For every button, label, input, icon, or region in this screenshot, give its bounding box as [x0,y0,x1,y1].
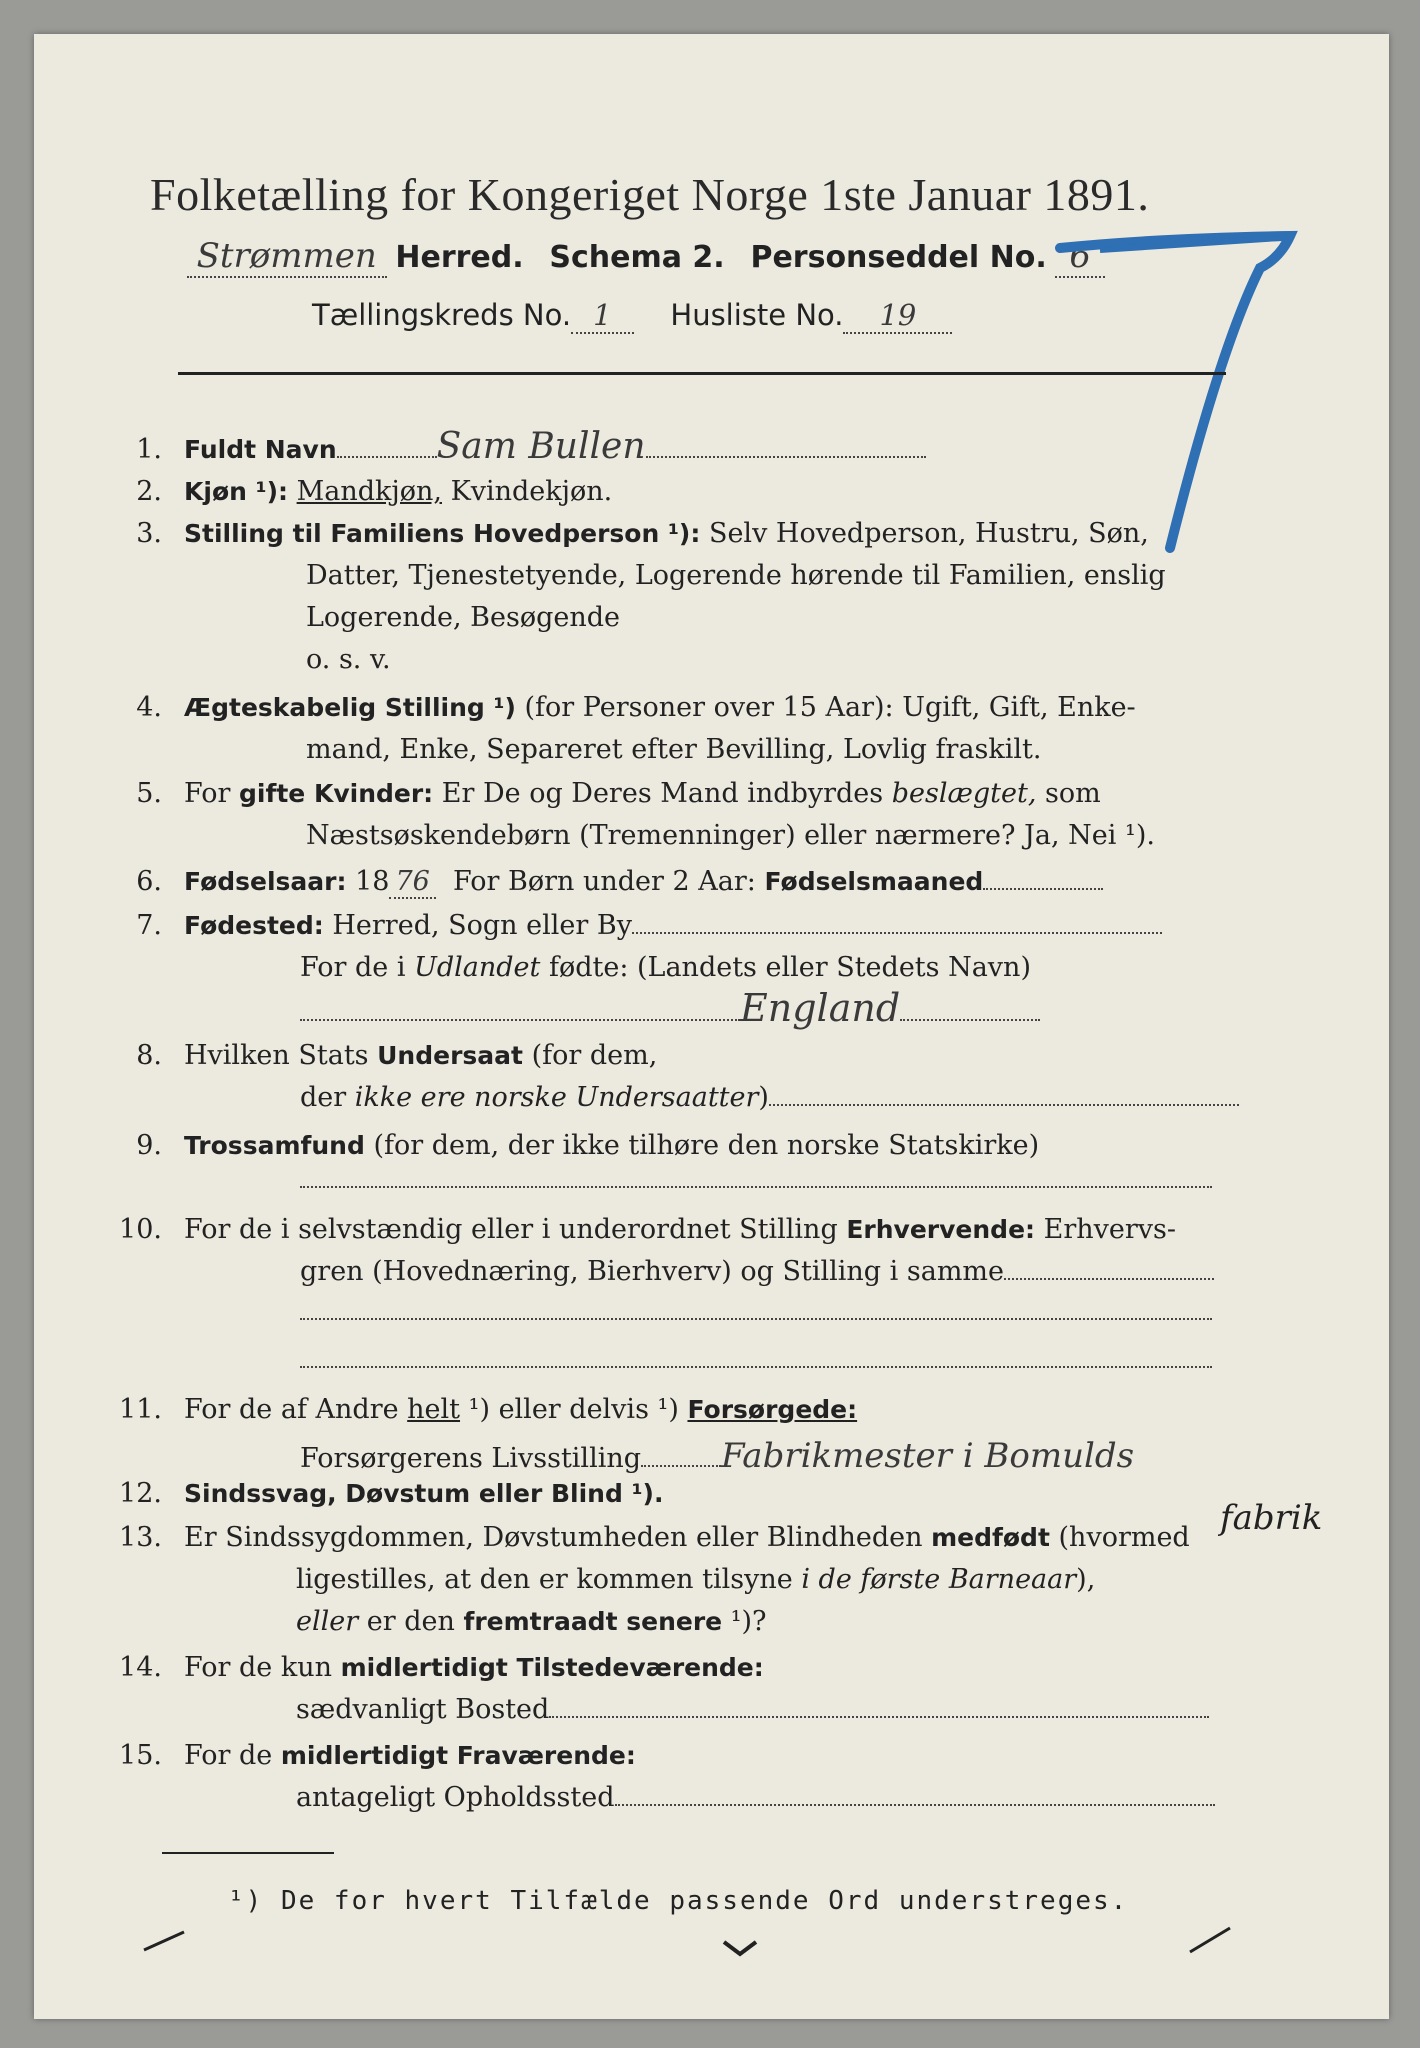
header-kreds-line [312,298,952,332]
item-4-cont-1: mand, Enke, Separeret efter Bevilling, Lovlig fraskilt. [306,734,1042,765]
center-mark [720,1936,760,1960]
item-9-blank [300,1164,1212,1195]
corner-mark-left [140,1926,190,1956]
item-15: 15. For de midlertidigt Fraværende: [119,1740,636,1771]
provider-occupation-value: Fabrikmester i Bomulds [721,1436,1135,1476]
footnote: ¹) De for hvert Tilfælde passende Ord understreges. [228,1886,1129,1916]
item-2: 2. Kjøn ¹): Mandkjøn, Kvindekjøn. [136,476,613,507]
item-13-cont-1: ligestilles, at den er kommen tilsyne i de første Barneaar), [296,1564,1096,1595]
item-6: 6. Fødselsaar: 18 76 For Børn under 2 Aar: Fødselsmaaned [0,866,1103,897]
item-3-cont-2: Logerende, Besøgende [306,602,620,633]
item-3-cont-1: Datter, Tjenestetyende, Logerende hørende til Familien, enslig [306,560,1166,591]
item-1: 1. Fuldt Navn Sam Bullen [0,426,926,467]
personseddel-value: 6 [1055,236,1105,278]
header-rule [178,372,1226,375]
item-5: 5. For gifte Kvinder: Er De og Deres Mand indbyrdes beslægtet, som [136,778,1101,809]
item-10-blank-1 [300,1296,1212,1327]
item-8: 8. Hvilken Stats Undersaat (for dem, [136,1040,658,1071]
header-herred-line [178,236,1105,276]
item-13-cont-2: eller er den fremtraadt senere ¹)? [296,1606,767,1637]
big-seven-mark [1040,228,1320,558]
husliste-label: Husliste No. [670,298,844,332]
item-14: 14. For de kun midlertidigt Tilstedeværende: [119,1652,764,1683]
item-13: 13. Er Sindssygdommen, Døvstumheden eller Blindheden medfødt (hvormed [119,1522,1190,1553]
kreds-label: Tællingskreds No. [312,298,572,332]
item-3: 3. Stilling til Familiens Hovedperson ¹): Selv Hovedperson, Hustru, Søn, [136,518,1149,549]
kreds-value: 1 [571,298,633,334]
schema-label: Schema 2. [549,240,725,275]
item-4: 4. Ægteskabelig Stilling ¹) (for Personer over 15 Aar): Ugift, Gift, Enke- [136,692,1136,723]
birth-year-value: 76 [389,866,435,899]
item-15-cont-1: antageligt Opholdssted [296,1782,1215,1813]
item-7-cont-1: For de i Udlandet fødte: (Landets eller Stedets Navn) [300,952,1031,983]
item-14-cont-1: sædvanligt Bosted [296,1694,1209,1725]
item-7-value-line [300,986,1040,1030]
herred-value: Strømmen [187,236,387,278]
corner-mark-right [1186,1924,1236,1958]
provider-occupation-value-2: fabrik [1220,1498,1323,1538]
item-9: 9. Trossamfund (for dem, der ikke tilhøre den norske Statskirke) [136,1130,1040,1161]
husliste-value: 19 [843,298,952,334]
item-11-cont-1: Forsørgerens Livsstilling Fabrikmester i Bomulds [300,1436,1135,1476]
form-title: Folketælling for Kongeriget Norge 1ste Januar 1891. [150,169,1150,220]
footnote-rule [162,1852,334,1854]
item-10: 10. For de i selvstændig eller i underordnet Stilling Erhvervende: Erhvervs- [119,1214,1177,1245]
item-12: 12. Sindssvag, Døvstum eller Blind ¹). [119,1478,664,1509]
item-7: 7. Fødested: Herred, Sogn eller By [0,910,1162,941]
herred-label: Herred. [395,240,524,275]
item-10-blank-2 [300,1344,1212,1375]
item-3-cont-3: o. s. v. [306,644,391,675]
personseddel-label: Personseddel No. [750,240,1047,275]
birthplace-value: England [740,986,901,1030]
item-8-cont-1: der ikke ere norske Undersaatter) [300,1082,1239,1113]
full-name-value: Sam Bullen [436,426,646,467]
item-5-cont-1: Næstsøskendebørn (Tremenninger) eller nærmere? Ja, Nei ¹). [306,820,1155,851]
item-10-cont-1: gren (Hovednæring, Bierhverv) og Stilling i samme [300,1256,1214,1287]
item-11: 11. For de af Andre helt ¹) eller delvis ¹) Forsørgede: [119,1394,858,1425]
